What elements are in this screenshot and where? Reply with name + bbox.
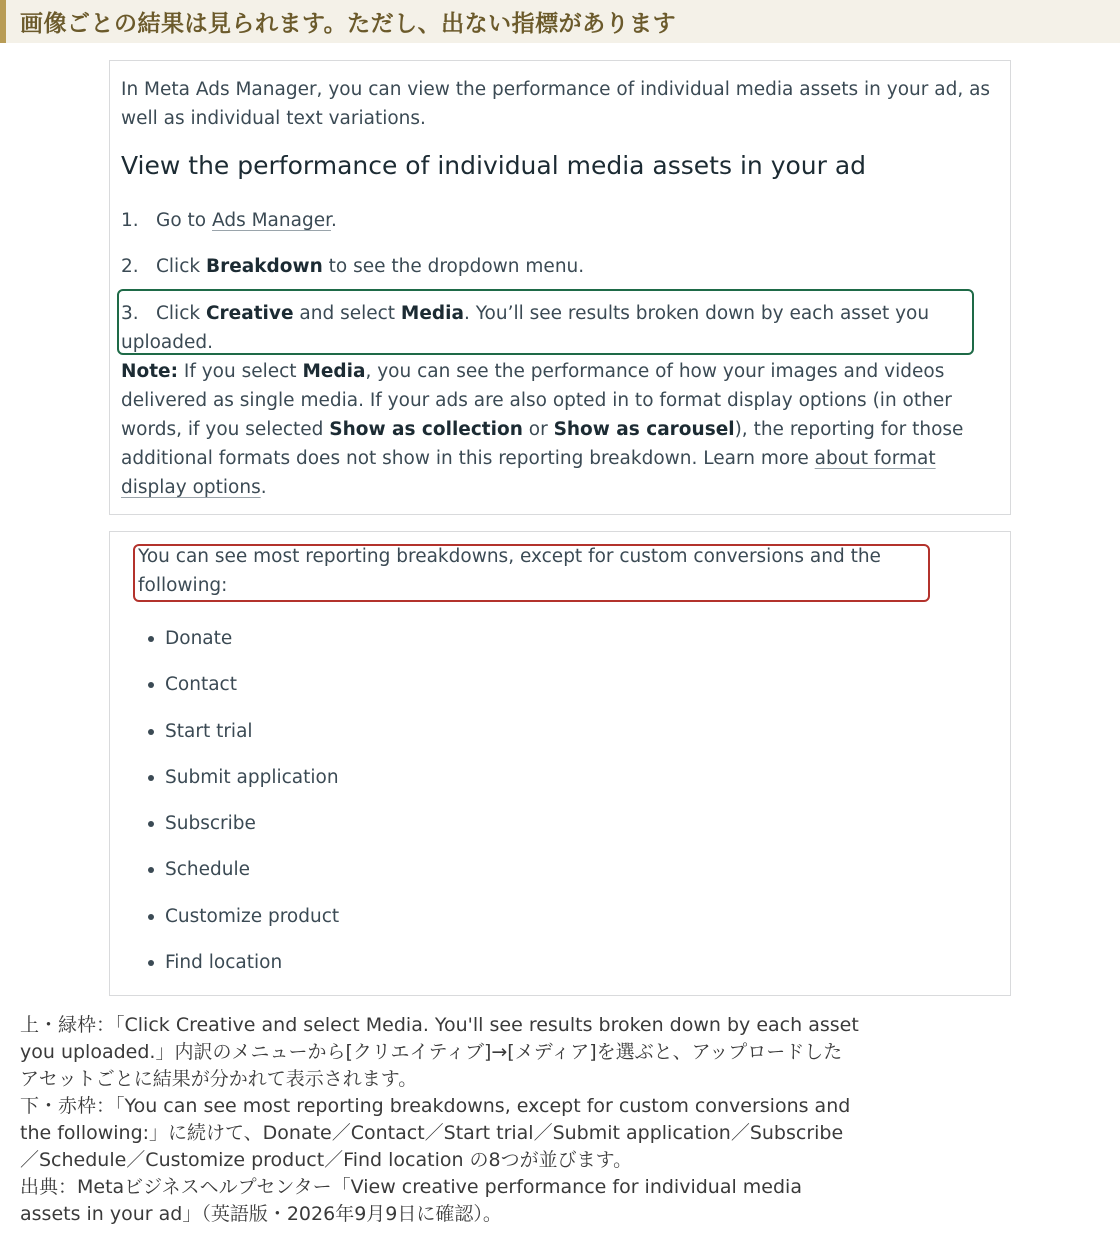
list-item: Schedule — [146, 855, 339, 901]
caption-green: 上・緑枠：「Click Creative and select Media. You'll see results broken down by each asset you uploaded.」内訳のメニューから[クリエイティブ]→[メディア]を選ぶと、アップロードしたアセットごとに結果が分かれて表示されます。 — [20, 1014, 859, 1090]
list-item: Contact — [146, 670, 339, 716]
step-2: 2. Click Breakdown to see the dropdown menu. — [121, 256, 585, 277]
list-item: Submit application — [146, 763, 339, 809]
list-item: Subscribe — [146, 809, 339, 855]
ads-manager-link[interactable]: Ads Manager — [212, 210, 331, 231]
subheading: View the performance of individual media assets in your ad — [121, 151, 867, 180]
help-screenshot-bottom — [109, 531, 1011, 996]
list-item: Donate — [146, 624, 339, 670]
step-1: 1. Go to Ads Manager. — [121, 210, 337, 231]
help-screenshot-top — [109, 60, 1011, 515]
list-item: Customize product — [146, 902, 339, 948]
caption-red: 下・赤枠：「You can see most reporting breakdowns, except for custom conversions and the following:」に続けて、Donate／Contact／Start trial／Submit application／Subscribe／Schedule／Customize product／Find location の8つが並びます。 — [20, 1095, 851, 1171]
list-item: Find location — [146, 948, 339, 994]
green-highlight-frame — [117, 289, 974, 355]
intro-text: In Meta Ads Manager, you can view the performance of individual media assets in your ad, as well as individual text variations. — [121, 79, 991, 129]
format-display-options-link[interactable]: about format display options — [121, 448, 936, 498]
excluded-breakdowns-list — [146, 624, 339, 994]
note-text: Note: If you select Media, you can see the performance of how your images and videos delivered as single media. If your ads are also opted in to format display options (in other words, if you selected Show as collection or Show as carousel), the reporting for those additional formats does not show in this reporting breakdown. Learn more about format display options. — [121, 361, 964, 498]
list-item: Start trial — [146, 717, 339, 763]
section-heading: 画像ごとの結果は見られます。ただし、出ない指標があります — [0, 0, 1120, 43]
caption-source: 出典：Metaビジネスヘルプセンター「View creative performance for individual media assets in your ad」（英語版・2026年9月9日に確認）。 — [20, 1176, 802, 1225]
breakdown-lead-text: You can see most reporting breakdowns, except for custom conversions and the following: — [138, 546, 881, 596]
step-3: 3. Click Creative and select Media. You’ll see results broken down by each asset you uploaded. — [121, 303, 930, 353]
red-highlight-frame — [133, 544, 930, 602]
figure-caption — [20, 1012, 860, 1228]
